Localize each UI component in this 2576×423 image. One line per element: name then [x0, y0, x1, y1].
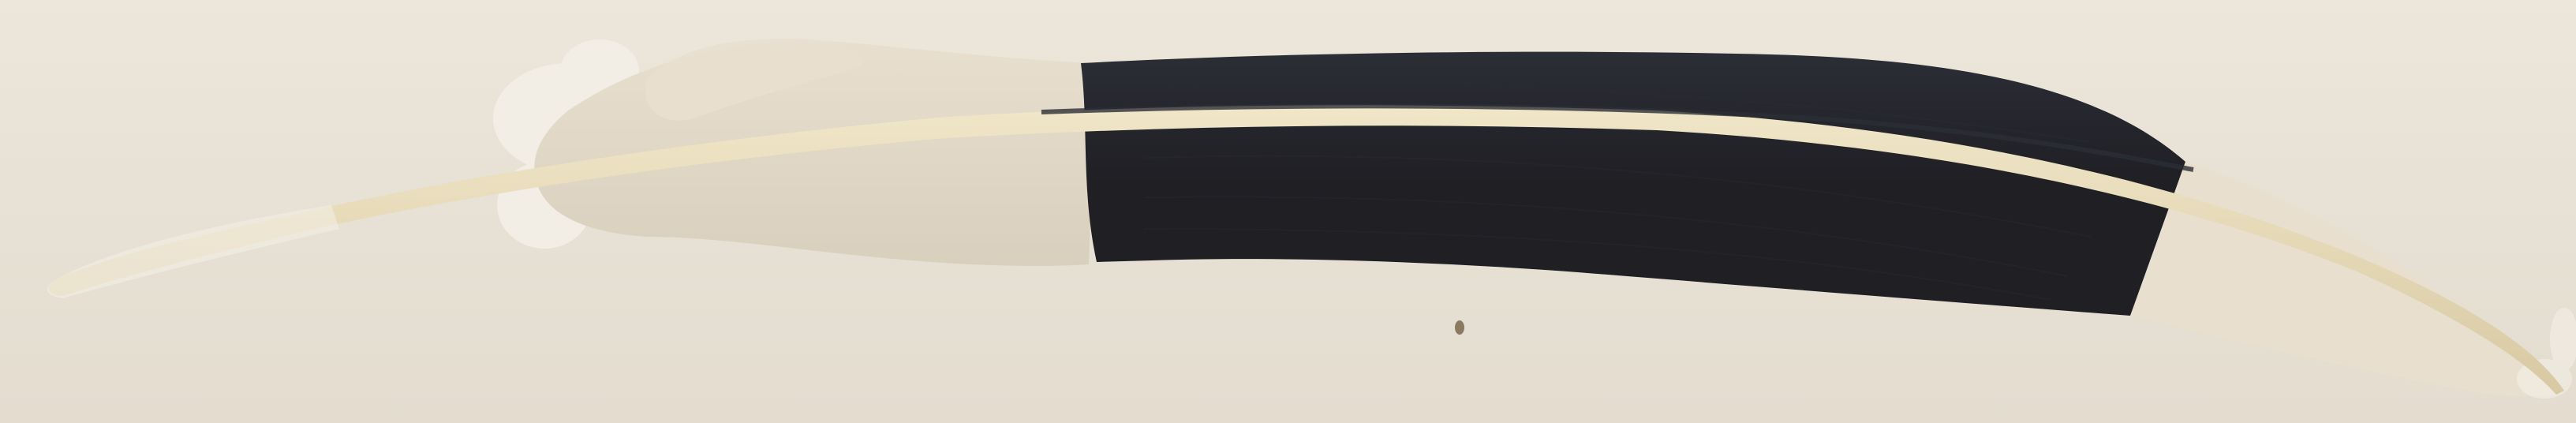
paper-speck: [1455, 320, 1464, 335]
